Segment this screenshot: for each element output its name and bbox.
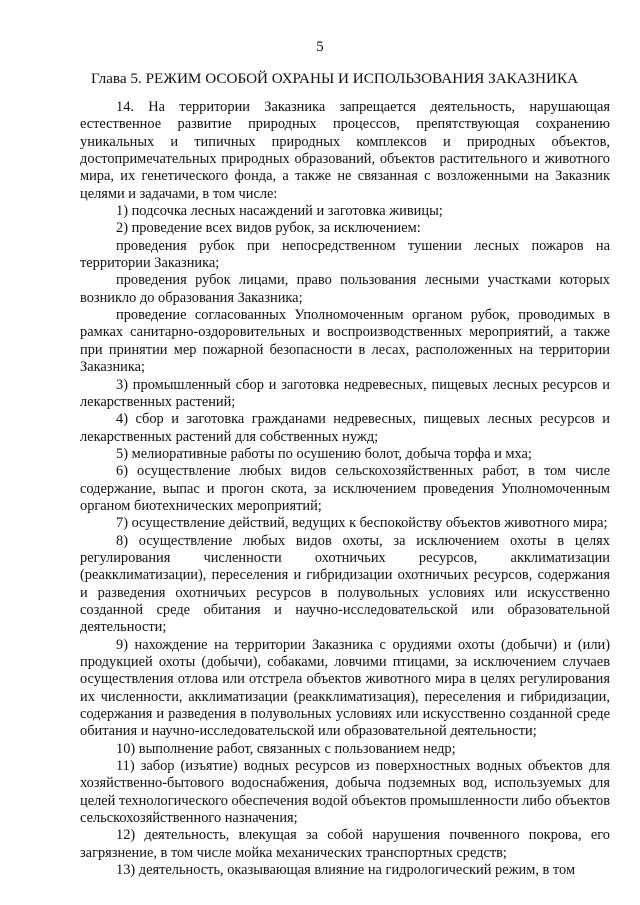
list-item-9: 9) нахождение на территории Заказника с орудиями охоты (добычи) и (или) продукцией охоты (добычи), собаками, ловчими птицами, за исключением случаев осуществления отлова или отстрела объектов животного мира в целях регулирования их численности, акклиматизации (реакклиматизация), переселения и гибридизации, содержания и разведения в полувольных условиях или искусственно созданной среде обитания и научно-исследовательской или образовательной деятельности; [80,636,610,740]
list-item-2: 2) проведение всех видов рубок, за исключением: [116,220,421,237]
list-item-2-exception-b: проведения рубок лицами, право пользования лесными участками которых возникло до образования Заказника; [80,272,610,306]
list-item-3: 3) промышленный сбор и заготовка недревесных, пищевых лесных ресурсов и лекарственных растений; [80,376,610,410]
list-item-5: 5) мелиоративные работы по осушению болот, добыча торфа и мха; [116,445,532,462]
list-item-2-exception-c: проведение согласованных Уполномоченным органом рубок, проводимых в рамках санитарно-оздоровительных и воспроизводственных мероприятий, а также при принятии мер пожарной безопасности в лесах, расположенных на территории Заказника; [80,307,610,376]
body-text [80,99,610,879]
list-item-2-exception-a: проведения рубок при непосредственном тушении лесных пожаров на территории Заказника; [80,237,610,272]
list-item-7: 7) осуществление действий, ведущих к беспокойству объектов животного мира; [116,515,608,532]
list-item-13: 13) деятельность, оказывающая влияние на гидрологический режим, в том [116,862,576,879]
page-number: 5 [316,39,324,55]
list-item-4: 4) сбор и заготовка гражданами недревесных, пищевых лесных ресурсов и лекарственных растений для собственных нужд; [80,411,610,445]
list-item-8: 8) осуществление любых видов охоты, за исключением охоты в целях регулирования численности охотничьих ресурсов, акклиматизации (реакклиматизации), переселения и гибридизации охотничьих ресурсов, содержания и разведения охотничьих ресурсов в полувольных условиях или искусственно созданной среде обитания и научно-исследовательской или образовательной деятельности; [80,532,610,636]
list-item-1: 1) подсочка лесных насаждений и заготовка живицы; [116,203,443,220]
list-item-6: 6) осуществление любых видов сельскохозяйственных работ, в том числе содержание, выпас и прогон скота, за исключением проведения Уполномоченным органом биотехнических мероприятий; [80,463,610,514]
list-item-11: 11) забор (изъятие) водных ресурсов из поверхностных водных объектов для хозяйственно-бытового водоснабжения, добыча подземных вод, используемых для целей технологического обеспечения водой объектов промышленности либо объектов сельскохозяйственного назначения; [80,758,610,827]
list-item-12: 12) деятельность, влекущая за собой нарушения почвенного покрова, его загрязнение, в том числе мойка механических транспортных средств; [80,827,610,861]
chapter-title: Глава 5. РЕЖИМ ОСОБОЙ ОХРАНЫ И ИСПОЛЬЗОВАНИЯ ЗАКАЗНИКА [90,70,579,87]
list-item-10: 10) выполнение работ, связанных с пользованием недр; [116,740,456,757]
paragraph-14: 14. На территории Заказника запрещается деятельность, нарушающая естественное развитие природных процессов, препятствующая сохранению уникальных и типичных природных комплексов и природных объектов, достопримечательных природных образований, объектов растительного и животного мира, их генетического фонда, а также не связанная с возложенными на Заказник целями и задачами, в том числе: [80,99,610,202]
